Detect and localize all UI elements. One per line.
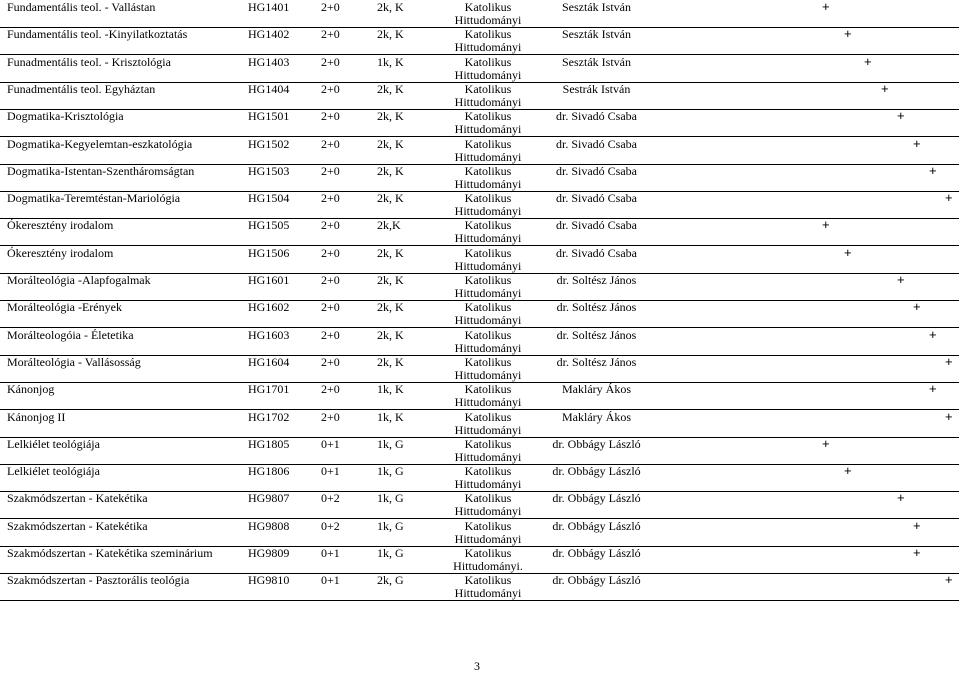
faculty-line-2: Hittudományi bbox=[454, 313, 522, 328]
faculty-line-1: Katolikus bbox=[464, 0, 512, 14]
course-hours: 2+0 bbox=[321, 382, 340, 397]
course-code: HG1401 bbox=[248, 0, 290, 14]
semester-mark: + bbox=[822, 0, 830, 14]
semester-mark: + bbox=[913, 545, 921, 560]
course-hours: 2+0 bbox=[321, 273, 340, 287]
course-credit: 1k, G bbox=[377, 518, 404, 533]
course-hours: 0+1 bbox=[321, 464, 340, 479]
faculty-line-2: Hittudományi bbox=[454, 149, 522, 164]
course-name: Morálteológia - Vallásosság bbox=[7, 354, 141, 369]
course-name: Dogmatika-Teremtéstan-Mariológia bbox=[7, 191, 181, 206]
course-credit: 1k, K bbox=[377, 409, 404, 424]
course-teacher: dr. Obbágy László bbox=[552, 464, 641, 479]
course-teacher: Sestrák István bbox=[562, 81, 631, 96]
course-faculty bbox=[448, 438, 528, 464]
course-teacher: dr. Obbágy László bbox=[552, 491, 641, 506]
faculty-line-1: Katolikus bbox=[464, 436, 512, 451]
course-name: Szakmódszertan - Katekétika bbox=[7, 491, 148, 506]
course-faculty bbox=[448, 574, 528, 600]
faculty-line-1: Katolikus bbox=[464, 81, 512, 96]
faculty-line-2: Hittudományi bbox=[454, 258, 522, 273]
course-name: Funadmentális teol. Egyháztan bbox=[7, 81, 156, 96]
semester-mark: + bbox=[945, 353, 953, 369]
course-code: HG1601 bbox=[248, 273, 290, 287]
faculty-line-1: Katolikus bbox=[464, 273, 512, 287]
course-code: HG1603 bbox=[248, 327, 290, 342]
course-hours: 2+0 bbox=[321, 0, 340, 14]
course-hours: 2+0 bbox=[321, 109, 340, 124]
course-hours: 2+0 bbox=[321, 136, 340, 151]
faculty-line-2: Hittudományi bbox=[454, 367, 522, 382]
course-code: HG1505 bbox=[248, 218, 290, 233]
semester-mark: + bbox=[945, 190, 953, 206]
course-credit: 1k, K bbox=[377, 54, 404, 69]
course-code: HG1702 bbox=[248, 409, 290, 424]
course-name: Funadmentális teol. - Krisztológia bbox=[7, 54, 171, 69]
faculty-line-1: Katolikus bbox=[464, 382, 512, 397]
faculty-line-2: Hittudományi bbox=[454, 204, 522, 219]
course-hours: 2+0 bbox=[321, 245, 340, 260]
course-teacher: dr. Sivadó Csaba bbox=[556, 109, 637, 124]
course-faculty bbox=[448, 356, 528, 382]
course-hours: 2+0 bbox=[321, 300, 340, 315]
course-faculty bbox=[448, 56, 528, 82]
faculty-line-1: Katolikus bbox=[464, 573, 512, 588]
course-teacher: dr. Obbágy László bbox=[552, 573, 641, 588]
faculty-line-1: Katolikus bbox=[464, 518, 512, 533]
course-name: Fundamentális teol. -Kinyilatkoztatás bbox=[7, 27, 188, 42]
course-credit: 2k, K bbox=[377, 327, 404, 342]
course-faculty bbox=[448, 110, 528, 136]
course-name: Morálteológia -Erények bbox=[7, 300, 122, 315]
course-code: HG1805 bbox=[248, 436, 290, 451]
course-credit: 2k,K bbox=[377, 218, 401, 233]
course-teacher: dr. Soltész János bbox=[556, 273, 637, 287]
semester-mark: + bbox=[844, 244, 852, 260]
faculty-line-1: Katolikus bbox=[464, 546, 512, 560]
course-name: Lelkiélet teológiája bbox=[7, 464, 100, 479]
semester-mark: + bbox=[897, 490, 905, 506]
course-credit: 1k, G bbox=[377, 464, 404, 479]
course-name: Kánonjog bbox=[7, 382, 55, 397]
course-hours: 2+0 bbox=[321, 54, 340, 69]
course-credit: 2k, K bbox=[377, 136, 404, 151]
course-teacher: dr. Obbágy László bbox=[552, 546, 641, 560]
semester-mark: + bbox=[913, 135, 921, 151]
course-code: HG1501 bbox=[248, 109, 290, 124]
semester-mark: + bbox=[864, 53, 872, 69]
semester-mark: + bbox=[897, 108, 905, 124]
course-hours: 2+0 bbox=[321, 163, 340, 178]
course-faculty bbox=[448, 301, 528, 327]
course-teacher: dr. Sivadó Csaba bbox=[556, 218, 637, 233]
table-row bbox=[0, 328, 959, 356]
faculty-line-2: Hittudományi. bbox=[453, 559, 523, 573]
table-row bbox=[0, 0, 959, 28]
semester-mark: + bbox=[913, 299, 921, 315]
table-row bbox=[0, 300, 959, 328]
course-faculty bbox=[448, 383, 528, 409]
faculty-line-2: Hittudományi bbox=[454, 176, 522, 191]
course-name: Ókeresztény irodalom bbox=[7, 218, 114, 233]
course-teacher: dr. Sivadó Csaba bbox=[556, 245, 637, 260]
faculty-line-1: Katolikus bbox=[464, 54, 512, 69]
page-number: 3 bbox=[474, 659, 480, 673]
semester-mark: + bbox=[844, 463, 852, 479]
semester-mark: + bbox=[929, 326, 937, 342]
faculty-line-2: Hittudományi bbox=[454, 94, 522, 109]
course-faculty bbox=[448, 274, 528, 300]
course-code: HG1602 bbox=[248, 300, 290, 315]
course-credit: 2k, K bbox=[377, 354, 404, 369]
course-name: Dogmatika-Kegyelemtan-eszkatológia bbox=[7, 136, 193, 151]
course-credit: 1k, K bbox=[377, 382, 404, 397]
table-row bbox=[0, 437, 959, 465]
table-row bbox=[0, 191, 959, 219]
course-hours: 2+0 bbox=[321, 191, 340, 206]
course-teacher: dr. Sivadó Csaba bbox=[556, 136, 637, 151]
table-row bbox=[0, 55, 959, 83]
course-faculty bbox=[448, 520, 528, 546]
faculty-line-2: Hittudományi bbox=[454, 449, 522, 464]
course-faculty bbox=[448, 465, 528, 491]
course-name: Morálteologóia - Életetika bbox=[7, 327, 134, 342]
course-credit: 2k, K bbox=[377, 273, 404, 287]
faculty-line-2: Hittudományi bbox=[454, 122, 522, 137]
table-row bbox=[0, 519, 959, 547]
table-row bbox=[0, 137, 959, 165]
course-teacher: dr. Soltész János bbox=[556, 327, 637, 342]
semester-mark: + bbox=[844, 26, 852, 42]
course-code: HG1502 bbox=[248, 136, 290, 151]
table-row bbox=[0, 355, 959, 383]
course-credit: 1k, G bbox=[377, 546, 404, 560]
course-credit: 2k, K bbox=[377, 191, 404, 206]
course-name: Kánonjog II bbox=[7, 409, 66, 424]
course-hours: 0+2 bbox=[321, 491, 340, 506]
faculty-line-2: Hittudományi bbox=[454, 231, 522, 246]
course-faculty bbox=[448, 138, 528, 164]
course-code: HG9808 bbox=[248, 518, 290, 533]
course-teacher: Makláry Ákos bbox=[562, 382, 631, 397]
semester-mark: + bbox=[913, 517, 921, 533]
faculty-line-2: Hittudományi bbox=[454, 286, 522, 300]
faculty-line-1: Katolikus bbox=[464, 109, 512, 124]
course-code: HG9810 bbox=[248, 573, 290, 588]
faculty-line-1: Katolikus bbox=[464, 136, 512, 151]
faculty-line-2: Hittudományi bbox=[454, 40, 522, 55]
course-credit: 2k, K bbox=[377, 300, 404, 315]
semester-mark: + bbox=[822, 435, 830, 451]
faculty-line-2: Hittudományi bbox=[454, 395, 522, 410]
course-teacher: Seszták István bbox=[562, 54, 631, 69]
faculty-line-2: Hittudományi bbox=[454, 13, 522, 27]
course-hours: 0+1 bbox=[321, 573, 340, 588]
semester-mark: + bbox=[897, 272, 905, 287]
course-credit: 1k, G bbox=[377, 436, 404, 451]
course-faculty bbox=[448, 83, 528, 109]
faculty-line-1: Katolikus bbox=[464, 491, 512, 506]
course-faculty bbox=[448, 1, 528, 27]
semester-mark: + bbox=[945, 572, 953, 588]
course-credit: 2k, K bbox=[377, 27, 404, 42]
course-code: HG1503 bbox=[248, 163, 290, 178]
faculty-line-2: Hittudományi bbox=[454, 477, 522, 492]
course-code: HG1402 bbox=[248, 27, 290, 42]
course-faculty bbox=[448, 192, 528, 218]
course-teacher: Seszták István bbox=[562, 0, 631, 14]
course-name: Szakmódszertan - Katekétika bbox=[7, 518, 148, 533]
course-code: HG1506 bbox=[248, 245, 290, 260]
faculty-line-1: Katolikus bbox=[464, 163, 512, 178]
course-faculty bbox=[448, 411, 528, 437]
course-name: Ókeresztény irodalom bbox=[7, 245, 114, 260]
course-credit: 2k, G bbox=[377, 573, 404, 588]
course-faculty bbox=[448, 165, 528, 191]
table-row bbox=[0, 246, 959, 274]
course-hours: 2+0 bbox=[321, 218, 340, 233]
course-faculty bbox=[448, 247, 528, 273]
course-faculty bbox=[448, 329, 528, 355]
faculty-line-1: Katolikus bbox=[464, 218, 512, 233]
course-code: HG1404 bbox=[248, 81, 290, 96]
course-code: HG1504 bbox=[248, 191, 290, 206]
course-teacher: dr. Obbágy László bbox=[552, 436, 641, 451]
faculty-line-1: Katolikus bbox=[464, 464, 512, 479]
table-row bbox=[0, 218, 959, 246]
course-name: Szakmódszertan - Katekétika szeminárium bbox=[7, 546, 213, 560]
course-credit: 2k, K bbox=[377, 245, 404, 260]
table-row bbox=[0, 410, 959, 438]
table-row bbox=[0, 164, 959, 192]
course-hours: 0+1 bbox=[321, 436, 340, 451]
course-faculty bbox=[448, 547, 528, 573]
course-name: Szakmódszertan - Pasztorális teológia bbox=[7, 573, 190, 588]
semester-mark: + bbox=[945, 408, 953, 424]
course-name: Fundamentális teol. - Vallástan bbox=[7, 0, 156, 14]
course-teacher: dr. Soltész János bbox=[556, 354, 637, 369]
faculty-line-1: Katolikus bbox=[464, 27, 512, 42]
table-row bbox=[0, 82, 959, 110]
course-code: HG1806 bbox=[248, 464, 290, 479]
course-credit: 2k, K bbox=[377, 109, 404, 124]
faculty-line-2: Hittudományi bbox=[454, 340, 522, 355]
course-code: HG1604 bbox=[248, 354, 290, 369]
faculty-line-2: Hittudományi bbox=[454, 586, 522, 601]
course-hours: 2+0 bbox=[321, 327, 340, 342]
semester-mark: + bbox=[822, 217, 830, 233]
course-name: Morálteológia -Alapfogalmak bbox=[7, 273, 151, 287]
course-teacher: dr. Sivadó Csaba bbox=[556, 191, 637, 206]
faculty-line-2: Hittudományi bbox=[454, 67, 522, 82]
course-credit: 1k, G bbox=[377, 491, 404, 506]
course-hours: 2+0 bbox=[321, 81, 340, 96]
course-hours: 2+0 bbox=[321, 27, 340, 42]
course-teacher: dr. Sivadó Csaba bbox=[556, 163, 637, 178]
table-row bbox=[0, 546, 959, 574]
course-name: Dogmatika-Krisztológia bbox=[7, 109, 124, 124]
table-row bbox=[0, 27, 959, 55]
faculty-line-1: Katolikus bbox=[464, 409, 512, 424]
table-row bbox=[0, 273, 959, 301]
faculty-line-2: Hittudományi bbox=[454, 422, 522, 437]
course-name: Lelkiélet teológiája bbox=[7, 436, 100, 451]
course-hours: 0+1 bbox=[321, 546, 340, 560]
course-teacher: dr. Soltész János bbox=[556, 300, 637, 315]
semester-mark: + bbox=[929, 162, 937, 178]
course-faculty bbox=[448, 28, 528, 54]
faculty-line-2: Hittudományi bbox=[454, 531, 522, 546]
course-code: HG1403 bbox=[248, 54, 290, 69]
course-code: HG9809 bbox=[248, 546, 290, 560]
course-teacher: Seszták István bbox=[562, 27, 631, 42]
table-row bbox=[0, 464, 959, 492]
faculty-line-1: Katolikus bbox=[464, 191, 512, 206]
course-credit: 2k, K bbox=[377, 0, 404, 14]
course-teacher: Makláry Ákos bbox=[562, 409, 631, 424]
course-credit: 2k, K bbox=[377, 81, 404, 96]
course-teacher: dr. Obbágy László bbox=[552, 518, 641, 533]
table-row bbox=[0, 491, 959, 519]
faculty-line-2: Hittudományi bbox=[454, 504, 522, 519]
course-faculty bbox=[448, 219, 528, 245]
course-hours: 2+0 bbox=[321, 409, 340, 424]
course-credit: 2k, K bbox=[377, 163, 404, 178]
table-row bbox=[0, 109, 959, 137]
course-code: HG1701 bbox=[248, 382, 290, 397]
table-row bbox=[0, 382, 959, 410]
course-code: HG9807 bbox=[248, 491, 290, 506]
faculty-line-1: Katolikus bbox=[464, 300, 512, 315]
semester-mark: + bbox=[929, 381, 937, 397]
table-row bbox=[0, 573, 959, 601]
course-name: Dogmatika-Istentan-Szentháromságtan bbox=[7, 163, 195, 178]
course-hours: 0+2 bbox=[321, 518, 340, 533]
faculty-line-1: Katolikus bbox=[464, 327, 512, 342]
faculty-line-1: Katolikus bbox=[464, 245, 512, 260]
course-faculty bbox=[448, 492, 528, 518]
faculty-line-1: Katolikus bbox=[464, 354, 512, 369]
semester-mark: + bbox=[881, 80, 889, 96]
course-hours: 2+0 bbox=[321, 354, 340, 369]
